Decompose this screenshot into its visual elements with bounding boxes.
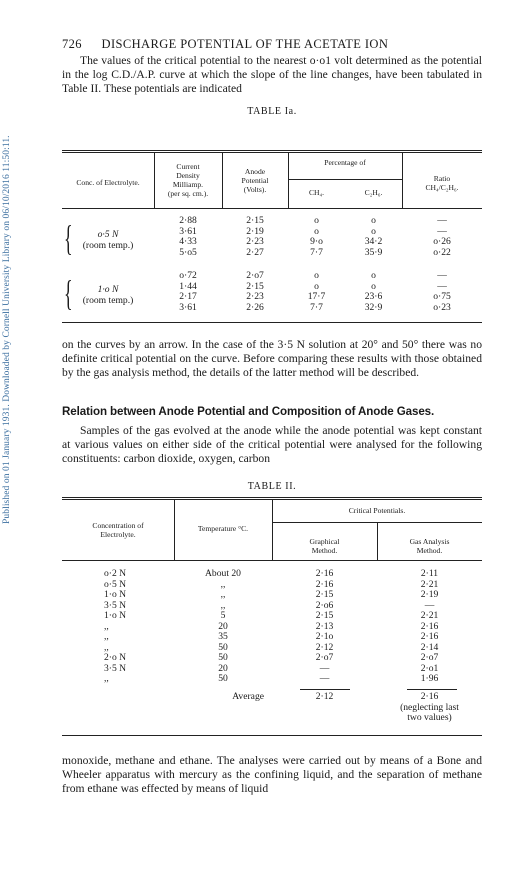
group-2-conc: 1·o N (97, 284, 119, 295)
table-cell: o (371, 280, 376, 292)
table-cell: 2·23 (246, 291, 264, 302)
average-gas-note-2: two values) (407, 712, 452, 723)
table-cell: 2·21 (420, 610, 439, 621)
paragraph-2: on the curves by an arrow. In the case of the 3·5 N solution at 20° and 50° there was no definite critical potential on the curve. Before comparing these results with those obtained by the gas analysis method, the details of the latter method will be described. (62, 338, 482, 379)
table-cell: 34·2 (364, 236, 383, 247)
col-graphical-header-1: Graphical (309, 537, 340, 546)
table-2-caption: TABLE II. (247, 481, 297, 492)
table-cell: ,, (104, 631, 109, 642)
table-cell: o (314, 215, 319, 226)
table-cell: 1·44 (179, 280, 197, 292)
col-c2h6-header: C₂H₆. (364, 188, 383, 197)
table-cell: 2·o7 (420, 652, 439, 663)
group-1-conc: o·5 N (97, 229, 119, 240)
table-cell: o (314, 225, 319, 237)
paragraph-4: monoxide, methane and ethane. The analyses were carried out by means of a Bone and Wheeler apparatus with mercury as the confining liquid, and the separation of methane from ethane was effected by means of liquid (62, 754, 482, 795)
col-gas-analysis-header-2: Method. (416, 546, 443, 555)
table-cell: 7·7 (310, 246, 323, 258)
table-cell: ,, (104, 641, 109, 653)
table-cell: — (437, 280, 447, 292)
col-conc-header: Conc. of Electrolyte. (76, 178, 140, 187)
group-1-note: (room temp.) (82, 240, 134, 251)
col-density-header-2: Density (176, 171, 200, 180)
col-ch4-header: CH₄. (308, 188, 325, 197)
table-cell: 50 (218, 652, 228, 663)
table-cell: 2·27 (246, 246, 264, 258)
table-cell: 2·o7 (246, 270, 264, 281)
page-number: 726 (62, 37, 82, 51)
table-cell: 3·5 N (104, 662, 127, 674)
col-anode-header-1: Anode (244, 167, 266, 176)
table-cell: o (371, 225, 376, 237)
table-cell: 2·o N (104, 652, 127, 663)
table-cell: o·23 (433, 301, 451, 313)
average-graphical: 2·12 (315, 691, 334, 702)
table-cell: 35·9 (364, 246, 383, 258)
table-cell: 2·16 (420, 631, 439, 642)
table-cell: ,, (220, 589, 226, 600)
table-cell: 2·1o (315, 631, 334, 642)
table-cell: ,, (104, 620, 109, 632)
running-header (62, 37, 482, 52)
table-1a-caption: TABLE Ia. (247, 106, 297, 117)
table-cell: 2·15 (315, 610, 334, 621)
table-cell: 2·23 (246, 236, 264, 247)
table-cell: o·75 (433, 291, 451, 302)
col-ratio-header-2: CH₄/C₂H₆. (425, 183, 459, 192)
table-cell: 7·7 (310, 301, 323, 313)
table-cell: 9·o (310, 236, 323, 247)
table-cell: o (314, 270, 319, 281)
col-graphical-header-2: Method. (311, 546, 338, 555)
table-cell: 50 (218, 673, 228, 684)
table-cell: — (437, 215, 447, 226)
table-cell: 5·o5 (179, 246, 197, 258)
average-gas: 2·16 (420, 691, 439, 702)
table-cell: — (319, 673, 330, 684)
table-cell: o (371, 215, 376, 226)
table-cell: 1·o N (104, 610, 127, 621)
table-cell: ,, (104, 673, 109, 684)
section-heading: Relation between Anode Potential and Composition of Anode Gases. (62, 405, 435, 418)
paragraph-1: The values of the critical potential to the nearest o·o1 volt determined as the potential in the log C.D./A.P. curve at which the slope of the line changes, have been tabulated in Table II. These potentials are indicated (62, 54, 482, 95)
table-cell: 3·5 N (104, 599, 127, 611)
table-cell: 2·26 (246, 301, 264, 313)
table-cell: o·5 N (104, 578, 127, 590)
table-cell: 20 (218, 620, 228, 632)
group-2-note: (room temp.) (82, 295, 134, 306)
col-anode-header-3: (Volts). (243, 185, 267, 194)
table-cell: o·26 (433, 236, 451, 247)
table-cell: ,, (220, 578, 226, 590)
table-cell: 2·16 (420, 620, 439, 632)
table-cell: 3·61 (179, 225, 197, 237)
table-cell: 2·16 (315, 568, 334, 579)
col-percentage-header: Percentage of (324, 158, 366, 167)
table-cell: — (319, 662, 330, 674)
table-cell: 2·15 (246, 280, 264, 292)
col-density-header-1: Current (176, 162, 200, 171)
table-cell: 2·16 (315, 578, 334, 590)
table-cell: 5 (220, 610, 226, 621)
paragraph-3: Samples of the gas evolved at the anode while the anode potential was kept constant at various values on either side of the critical potential were analysed for the following constituents: carbon dioxide, oxygen, carbon (62, 424, 482, 465)
table-cell: 17·7 (307, 291, 326, 302)
table-cell: ,, (220, 599, 226, 611)
table-cell: 1·o N (104, 589, 127, 600)
table-cell: o·72 (179, 270, 197, 281)
table-cell: 2·14 (420, 641, 439, 653)
table-cell: 4·33 (179, 236, 197, 247)
table-cell: 2·17 (179, 291, 197, 302)
table-cell: 2·o1 (420, 662, 439, 674)
average-label: Average (232, 691, 264, 702)
table-cell: 50 (218, 641, 228, 653)
table-cell: — (424, 599, 435, 611)
table-cell: o (371, 270, 376, 281)
table-cell: About 20 (205, 568, 241, 579)
table-cell: 20 (218, 662, 228, 674)
page-title: DISCHARGE POTENTIAL OF THE ACETATE ION (101, 37, 389, 51)
table-cell: 2·88 (179, 215, 197, 226)
col-density-header-3: Milliamp. (172, 180, 204, 189)
table-cell: 35 (218, 631, 228, 642)
table-cell: o·22 (433, 246, 451, 258)
col-anode-header-2: Potential (241, 176, 269, 185)
col-ratio-header-1: Ratio (433, 174, 451, 183)
table-cell: 1·96 (420, 673, 439, 684)
table-cell: — (437, 225, 447, 237)
table-cell: — (437, 270, 447, 281)
download-sidebar: Published on 01 January 1931. Downloaded by Cornell University Library on 06/10/2016 11:50:11. (2, 135, 12, 525)
col-concentration-header-1: Concentration of (92, 521, 144, 530)
table-cell: 23·6 (364, 291, 383, 302)
table-cell: o (314, 280, 319, 292)
col-temperature-header: Temperature °C. (197, 524, 249, 533)
table-cell: 2·o6 (315, 599, 334, 611)
table-cell: 2·11 (420, 568, 439, 579)
critical-potentials-header: Critical Potentials. (348, 506, 406, 515)
table-cell: 2·21 (420, 578, 439, 590)
table-cell: o·2 N (104, 568, 127, 579)
average-gas-note-1: (neglecting last (400, 701, 459, 713)
table-cell: 2·15 (246, 215, 264, 226)
table-cell: 32·9 (364, 301, 383, 313)
table-cell: 2·15 (315, 589, 334, 600)
table-cell: 2·12 (315, 641, 334, 653)
table-cell: 2·19 (420, 589, 439, 600)
table-cell: 3·61 (179, 301, 197, 313)
col-density-header-4: (per sq. cm.). (167, 189, 209, 198)
table-cell: 2·19 (246, 225, 264, 237)
table-cell: 2·o7 (315, 652, 334, 663)
table-cell: 2·13 (315, 620, 334, 632)
col-gas-analysis-header-1: Gas Analysis (409, 537, 450, 546)
col-concentration-header-2: Electrolyte. (100, 530, 136, 539)
